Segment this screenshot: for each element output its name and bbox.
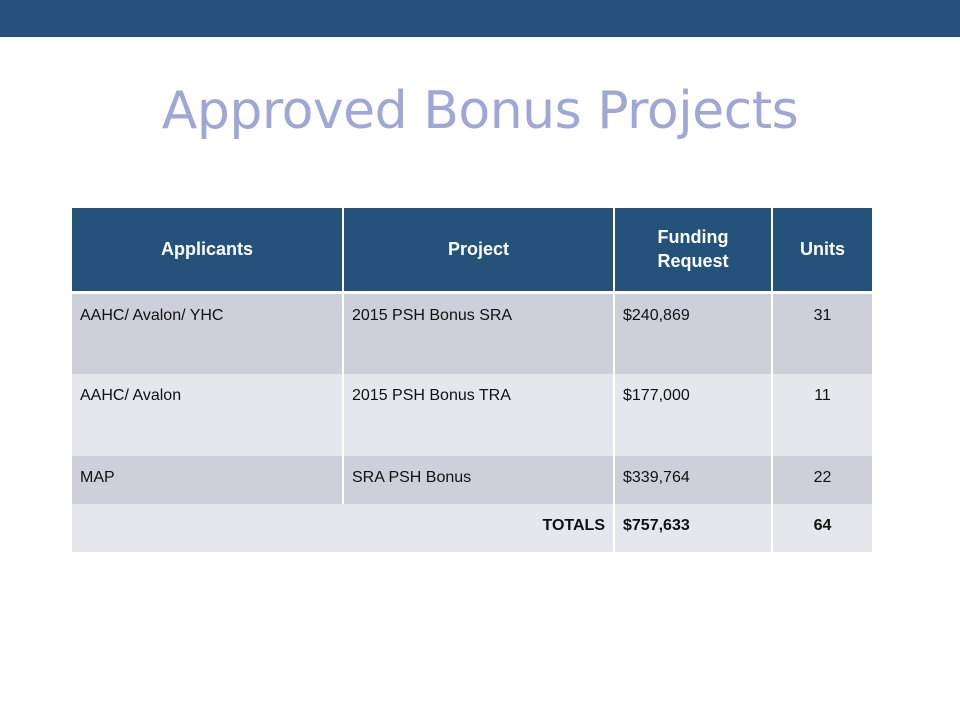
cell-project: 2015 PSH Bonus SRA — [343, 292, 614, 374]
cell-units: 11 — [772, 374, 872, 456]
header-funding-request: Funding Request — [614, 208, 772, 292]
totals-row — [72, 504, 872, 552]
cell-project: 2015 PSH Bonus TRA — [343, 374, 614, 456]
cell-funding: $339,764 — [614, 456, 772, 504]
cell-funding: $240,869 — [614, 292, 772, 374]
cell-applicants: AAHC/ Avalon — [72, 374, 343, 456]
table-header-row — [72, 208, 872, 292]
cell-project: SRA PSH Bonus — [343, 456, 614, 504]
totals-funding: $757,633 — [614, 504, 772, 552]
table-row — [72, 456, 872, 504]
top-banner-bar — [0, 0, 960, 37]
cell-units: 22 — [772, 456, 872, 504]
bonus-projects-table — [72, 208, 872, 552]
totals-units: 64 — [772, 504, 872, 552]
cell-funding: $177,000 — [614, 374, 772, 456]
header-units: Units — [772, 208, 872, 292]
header-project: Project — [343, 208, 614, 292]
slide-title: Approved Bonus Projects — [161, 81, 799, 141]
table-row — [72, 292, 872, 374]
cell-applicants: MAP — [72, 456, 343, 504]
cell-units: 31 — [772, 292, 872, 374]
header-applicants: Applicants — [72, 208, 343, 292]
table-row — [72, 374, 872, 456]
cell-applicants: AAHC/ Avalon/ YHC — [72, 292, 343, 374]
totals-label: TOTALS — [72, 504, 614, 552]
